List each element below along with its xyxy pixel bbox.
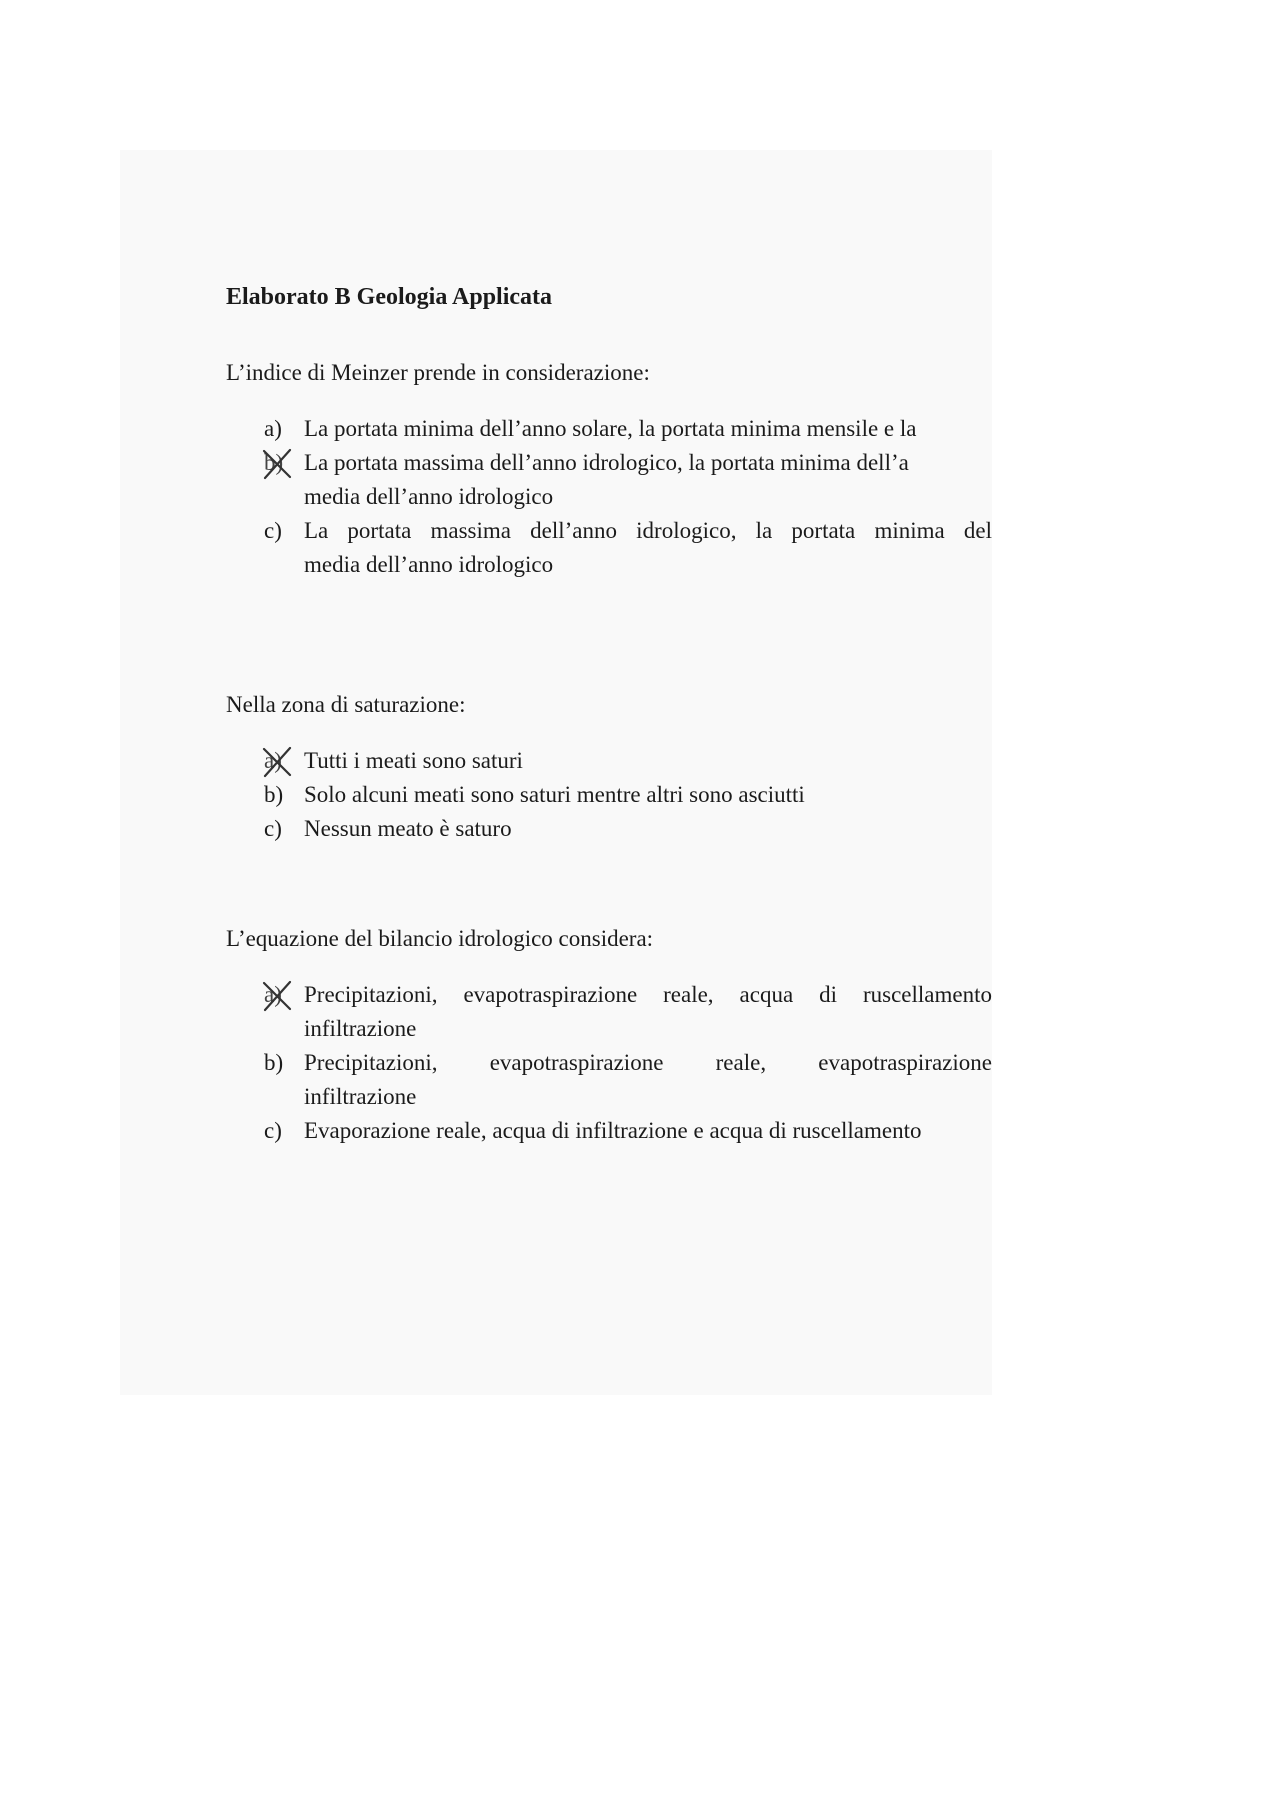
question-text: Nella zona di saturazione: [226,692,466,717]
option-text: La portata massima dell’anno idrologico, la portata minima del [304,518,992,543]
option-text: La portata massima dell’anno idrologico, la portata minima dell’a [304,450,909,475]
option-a [226,978,992,1046]
option-text: La portata minima dell’anno solare, la portata minima mensile e la [304,416,917,441]
option-letter: c) [264,1118,282,1143]
question-3 [226,922,992,1148]
option-text-continuation: infiltrazione [304,1084,417,1109]
document-title: Elaborato B Geologia Applicata [226,284,553,310]
option-letter: b) [264,1050,284,1075]
options-list [226,412,992,582]
option-b [226,446,992,514]
option-c [226,1114,992,1148]
options-list [226,978,992,1148]
option-text: Solo alcuni meati sono saturi mentre altri sono asciutti [304,782,805,807]
option-letter: a) [264,416,282,441]
question-2 [226,688,992,846]
option-c [226,514,992,582]
option-c [226,812,992,846]
option-letter: a) [264,982,282,1007]
options-list [226,744,992,846]
option-letter: c) [264,816,282,841]
option-a [226,744,992,778]
handwritten-cross-mark-icon [260,745,294,779]
option-a [226,412,992,446]
option-letter: c) [264,518,282,543]
option-b [226,1046,992,1114]
option-text: Tutti i meati sono saturi [304,748,523,773]
option-text: Evaporazione reale, acqua di infiltrazione e acqua di ruscellamento [304,1118,922,1143]
handwritten-cross-mark-icon [260,447,294,481]
handwritten-cross-mark-icon [260,979,294,1013]
option-b [226,778,992,812]
option-text-continuation: media dell’anno idrologico [304,484,554,509]
document-page [226,270,992,1270]
option-text: Precipitazioni, evapotraspirazione reale, acqua di ruscellamento [304,982,992,1007]
option-text-continuation: media dell’anno idrologico [304,552,554,577]
option-text-continuation: infiltrazione [304,1016,417,1041]
option-letter: b) [264,782,284,807]
question-1 [226,356,992,582]
option-letter: a) [264,748,282,773]
option-letter: b) [264,450,284,475]
option-text: Nessun meato è saturo [304,816,512,841]
question-text: L’indice di Meinzer prende in considerazione: [226,360,650,385]
question-text: L’equazione del bilancio idrologico considera: [226,926,654,951]
option-text: Precipitazioni, evapotraspirazione reale, evapotraspirazione [304,1050,992,1075]
